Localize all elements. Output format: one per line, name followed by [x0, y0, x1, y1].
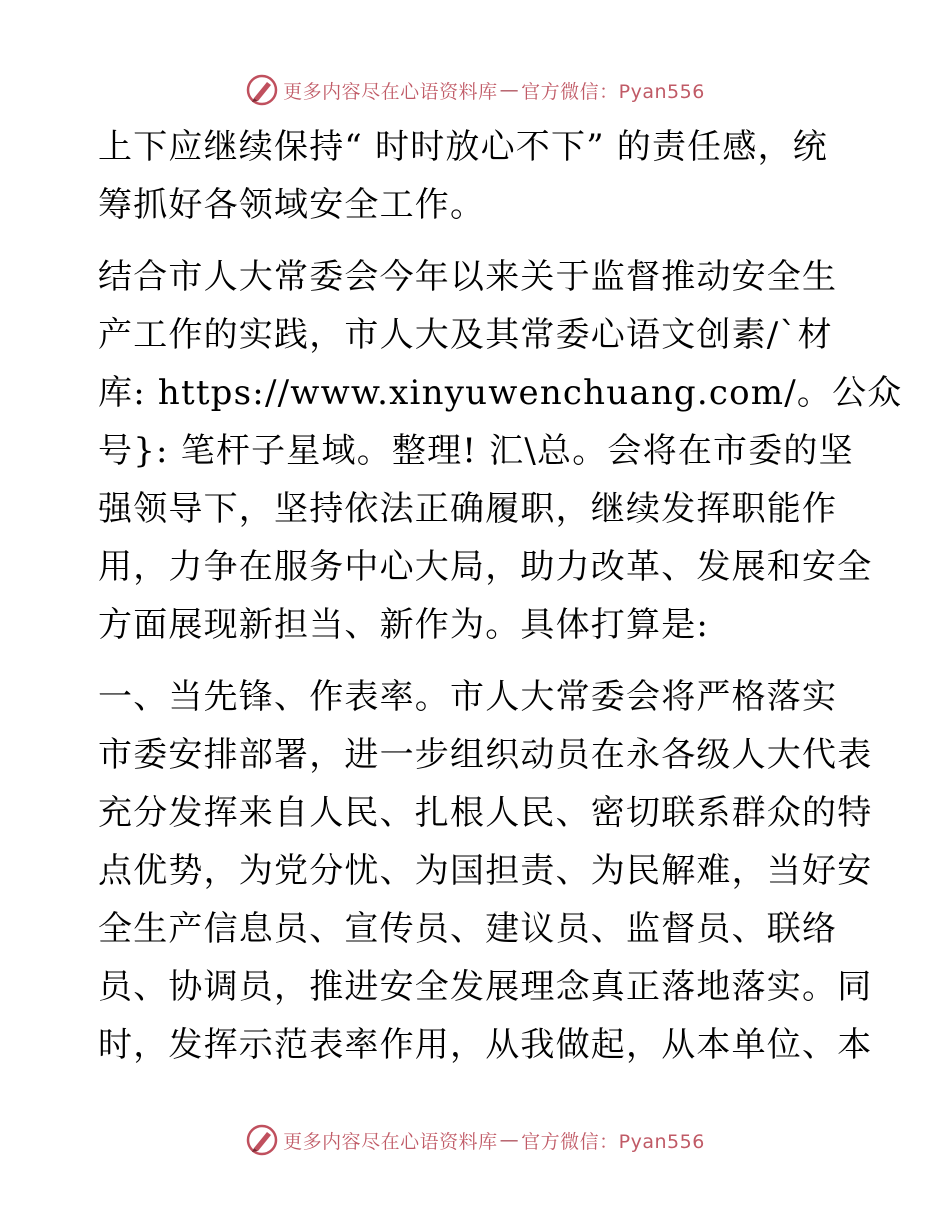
text-line: 筹抓好各领域安全工作。: [98, 185, 486, 225]
text-line: 产工作的实践，市人大及其常委心语文创素/`材: [98, 315, 833, 355]
banner-wechat: 官方微信：Pyan556: [521, 1130, 705, 1153]
text-line: 一、当先锋、作表率。市人大常委会将严格落实: [98, 677, 838, 717]
text-line: 全生产信息员、宣传员、建议员、监督员、联络: [98, 909, 838, 949]
text-line: 时，发挥示范表率作用，从我做起，从本单位、本: [98, 1025, 873, 1065]
banner-text: 更多内容尽在心语资料库: [283, 1130, 498, 1153]
banner-wechat: 官方微信：Pyan556: [521, 80, 705, 103]
text-line: 结合市人大常委会今年以来关于监督推动安全生: [98, 257, 838, 297]
text-line: 充分发挥来自人民、扎根人民、密切联系群众的特: [98, 793, 873, 833]
watermark-banner-top: [0, 72, 950, 108]
banner-separator: —: [499, 79, 520, 101]
text-line: 市委安排部署，进一步组织动员在永各级人大代表: [98, 735, 873, 775]
banner-separator: —: [499, 1129, 520, 1151]
paragraph-3: [98, 668, 873, 1074]
document-body: [98, 118, 903, 1088]
paragraph-1: [98, 118, 858, 234]
text-line: 方面展现新担当、新作为。具体打算是:: [98, 605, 710, 645]
text-line: 员、协调员，推进安全发展理念真正落地落实。同: [98, 967, 873, 1007]
text-line: 库: https://www.xinyuwenchuang.com/。公众: [98, 373, 903, 413]
banner-text: 更多内容尽在心语资料库: [283, 80, 498, 103]
paragraph-2: [98, 248, 903, 654]
text-line: 上下应继续保持“ 时时放心不下” 的责任感，统: [98, 127, 828, 167]
watermark-banner-bottom: [0, 1122, 950, 1158]
text-line: 号}: 笔杆子星域。整理! 汇\总。会将在市委的坚: [98, 431, 854, 471]
pen-circle-logo-icon: [245, 73, 279, 107]
pen-circle-logo-icon: [245, 1123, 279, 1157]
text-line: 点优势，为党分忧、为国担责、为民解难，当好安: [98, 851, 873, 891]
text-line: 强领导下，坚持依法正确履职，继续发挥职能作: [98, 489, 838, 529]
text-line: 用，力争在服务中心大局，助力改革、发展和安全: [98, 547, 873, 587]
